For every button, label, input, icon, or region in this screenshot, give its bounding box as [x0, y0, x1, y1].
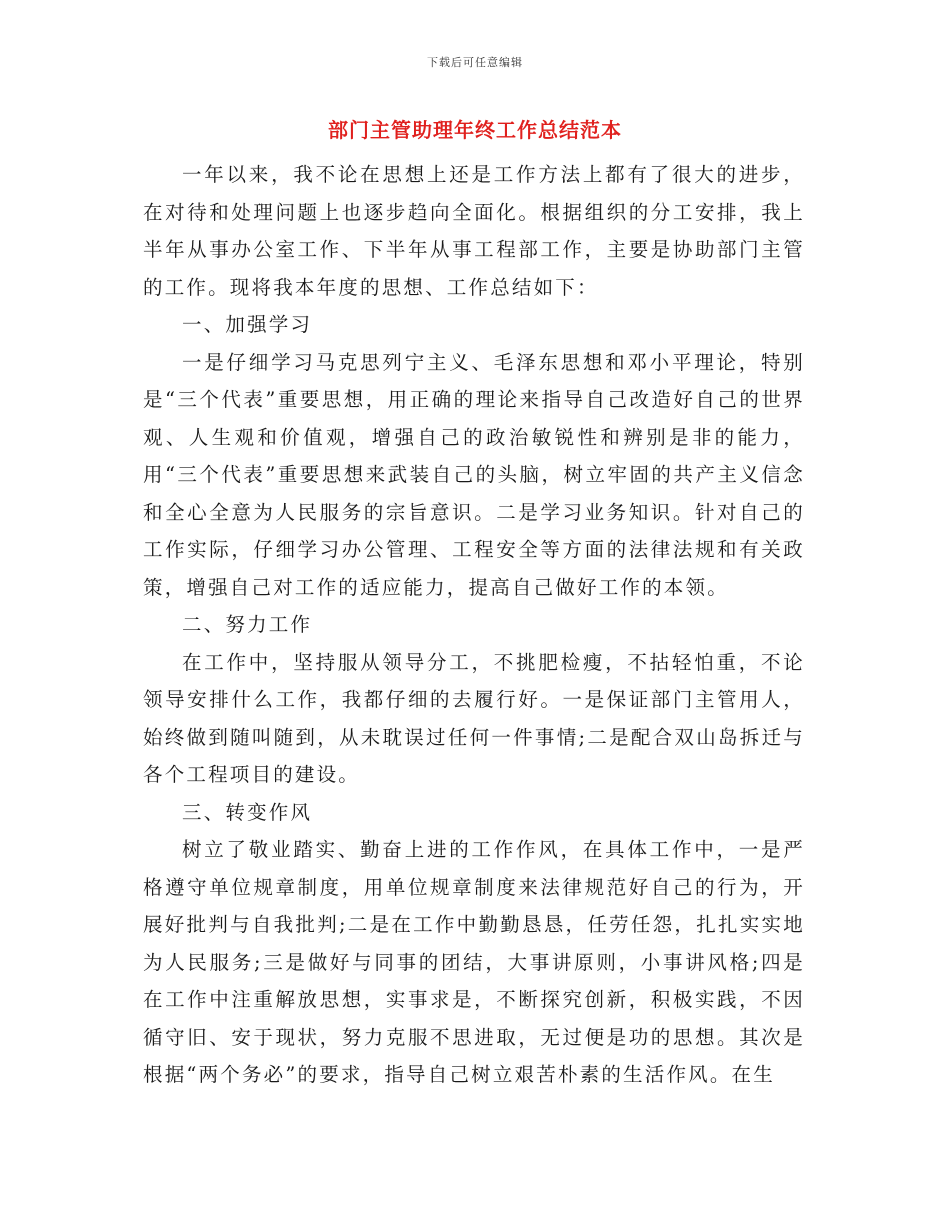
section-heading-1: 一、加强学习: [182, 313, 313, 336]
paragraph-intro: 一年以来，我不论在思想上还是工作方法上都有了很大的进步，在对待和处理问题上也逐步趋向全面化。根据组织的分工安排，我上半年从事办公室工作、下半年从事工程部工作，主要是协助部门主管的工作。现将我本年度的思想、工作总结如下：: [143, 163, 805, 299]
paragraph-style: 树立了敬业踏实、勤奋上进的工作作风，在具体工作中，一是严格遵守单位规章制度，用单位规章制度来法律规范好自己的行为，开展好批判与自我批判;二是在工作中勤勤恳恳，任劳任怨，扎扎实实地为人民服务;三是做好与同事的团结，大事讲原则，小事讲风格;四是在工作中注重解放思想，实事求是，不断探究创新，积极实践，不因循守旧、安于现状，努力克服不思进取，无过便是功的思想。其次是根据“两个务必”的要求，指导自己树立艰苦朴素的生活作风。在生: [143, 838, 805, 1086]
section-heading-3: 三、转变作风: [182, 800, 313, 824]
header-note: 下载后可任意编辑: [427, 56, 523, 69]
paragraph-study: 一是仔细学习马克思列宁主义、毛泽东思想和邓小平理论，特别是“三个代表”重要思想，用正确的理论来指导自己改造好自己的世界观、人生观和价值观，增强自己的政治敏锐性和辨别是非的能力，用“三个代表”重要思想来武装自己的头脑，树立牢固的共产主义信念和全心全意为人民服务的宗旨意识。二是学习业务知识。针对自己的工作实际，仔细学习办公管理、工程安全等方面的法律法规和有关政策，增强自己对工作的适应能力，提高自己做好工作的本领。: [143, 350, 805, 599]
section-heading-2: 二、努力工作: [182, 613, 313, 636]
paragraph-work: 在工作中，坚持服从领导分工，不挑肥检瘦，不拈轻怕重，不论领导安排什么工作，我都仔细的去履行好。一是保证部门主管用人，始终做到随叫随到，从未耽误过任何一件事情;二是配合双山岛拆迁与各个工程项目的建设。: [143, 650, 805, 786]
document-title: 部门主管助理年终工作总结范本: [328, 118, 622, 142]
document-body: [143, 156, 805, 1094]
